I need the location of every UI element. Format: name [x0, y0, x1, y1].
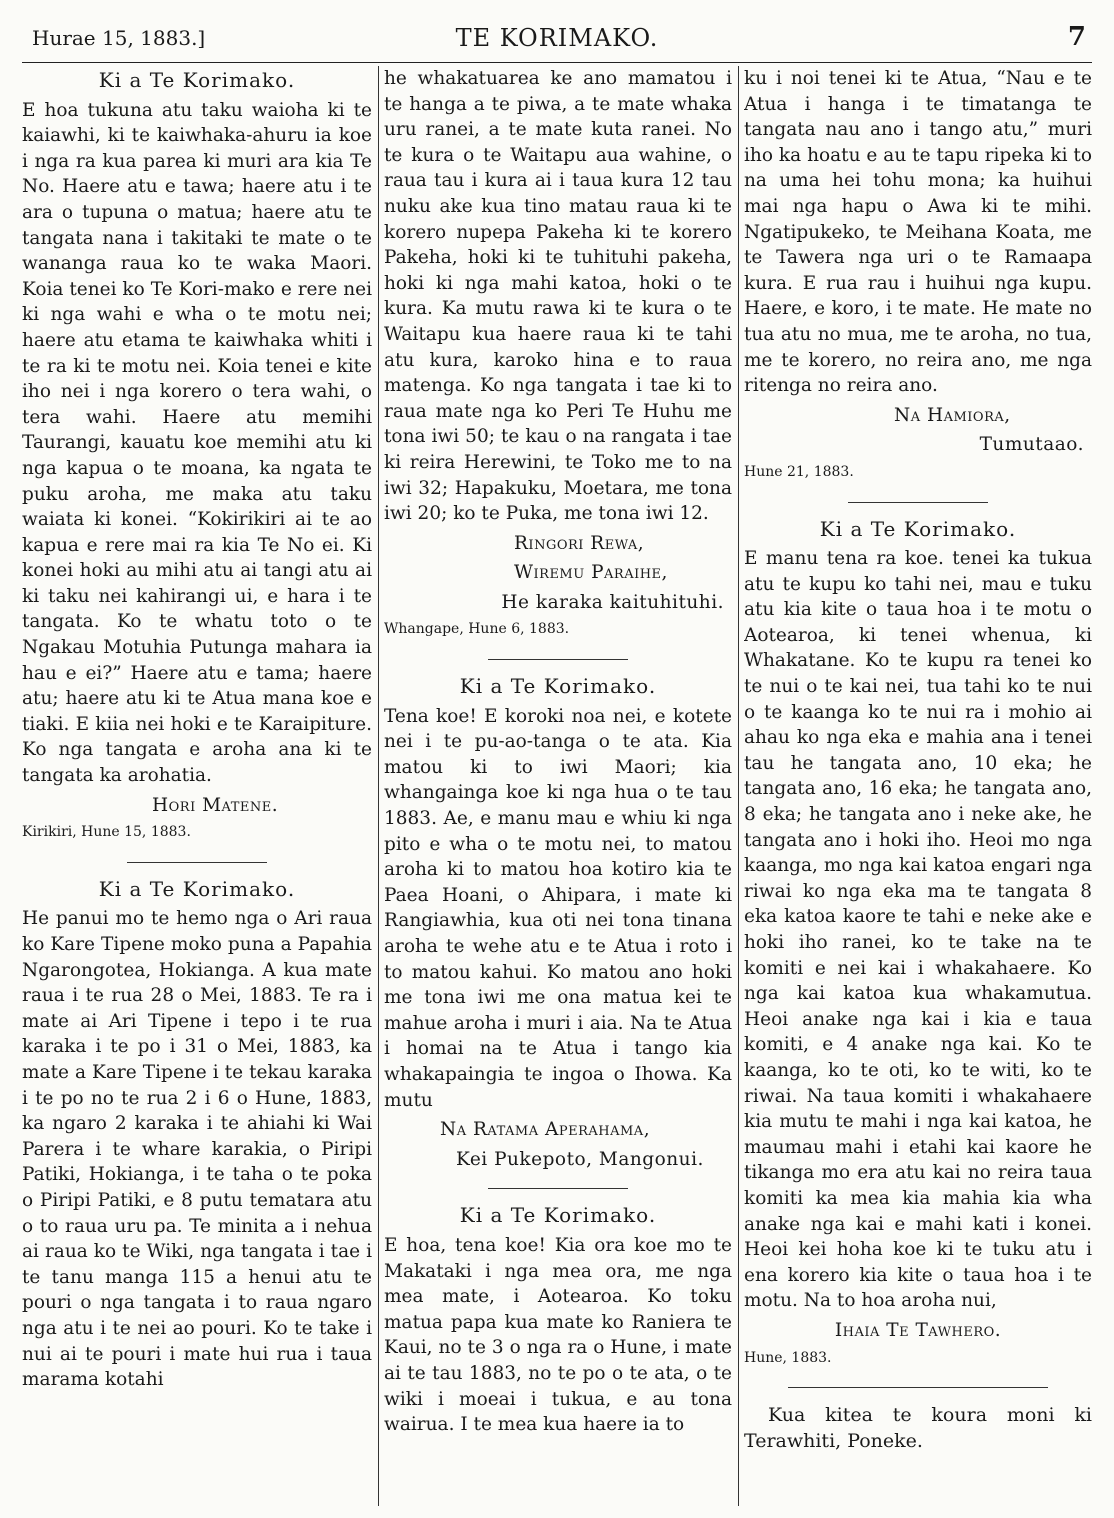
letter-dateline: Hune, 1883.: [744, 1349, 832, 1366]
letter-heading: Ki a Te Korimako.: [98, 876, 296, 901]
letter-heading: Ki a Te Korimako.: [98, 68, 296, 92]
newspaper-title: TE KORIMAKO.: [455, 24, 659, 52]
letter-body: Tena koe! E koroki noa nei, e kotete nei i te pu-ao-tanga o te ata. Kia matou ki to iwi Maori; kia whangainga koe ki nga hua o te tau 1883. Ae, e manu mau e whiu ki nga pito e wha o te motu nei, to matou aroha ki to matou hoa kotiro kia te Paea Hoani, o Ahipara, i mate ki Rangiawhia, kua oti nei tona tinana aroha te wehe atu e te Atua i roto i to matou kahui. Ko matou ano hoki me tona iwi me ona matua kei te mahue aroha i muri i aia. Na te Atua i homai na te Atua i tango kia whakapaingia te ingoa o Ihowa. Ka mutu: [384, 705, 732, 1111]
column-divider: [738, 66, 739, 1506]
letter-heading: Ki a Te Korimako.: [819, 516, 1017, 541]
letter-signature: Na Ratama Aperahama,: [440, 1119, 651, 1141]
letter-body: E hoa tukuna atu taku waioha ki te kaiawhi, ki te kaiwhaka-ahuru ia koe i nga ra kua parea ki muri ara kia Te No. Haere atu e tawa; haere atu i te ara o tupuna o matua; haere atu te tangata nana i takitaki te mate o te wananga raua ko te waka Maori. Koia tenei ko Te Kori-mako e rere nei ki nga wahi e wha o te motu nei; haere atu etama te kaiwhaka whiti i te ra ki te motu nei. Koia tenei e kite iho nei i nga korero o tera wahi, o tera wahi. Haere atu memihi Taurangi, kauatu koe memihi atu ki nga kapua o te moana, ka ngata te puku aroha, me maka atu taku waiata ki konei. “Kokirikiri ai te ao kapua e rere mai ra kia Te No ei. Ki konei hoki au mihi atu ai tangi atu ai ki taku nei kahirangi ui, e hara i te tangata. Ko te whatu toto o te Ngakau Motuhia Putunga mahara ia hau e ei?” Haere atu e tama; haere atu; haere atu ki te Atua mana koe e tiaki. E kiia nei hoki e te Karaipiture. Ko nga tangata e aroha ana ki te tangata ka arohatia.: [22, 99, 372, 787]
letter-signature: Tumutaao.: [979, 434, 1084, 456]
letter-dateline: Kirikiri, Hune 15, 1883.: [22, 824, 191, 841]
issue-date: Hurae 15, 1883.]: [32, 26, 206, 50]
letter-body: ku i noi tenei ki te Atua, “Nau e te Atua i hanga i te timatanga te tangata nau ano i tango atu,” muri iho ka hoatu e au te tapu ripeka ki to na uma hei tohu mona; ka huihui mai nga hapu o Awa ki te mihi. Ngatipukeko, te Meihana Koata, me te Tawera nga uri o te Ramaapa kura. E rua rau i huihui nga kupu. Haere, e koro, i te mate. He mate no tua atu no mua, me te aroha, no tua, me te korero, no reira ano, me nga ritenga no reira ano.: [744, 68, 1092, 397]
notice-body: Kua kitea te koura moni ki Terawhiti, Poneke.: [744, 1404, 1092, 1453]
letter-signature: Hori Matene.: [152, 794, 279, 816]
letter-body: E hoa, tena koe! Kia ora koe mo te Makataki i nga mea ora, me nga mea mate, i Aotearoa. Ko toku matua papa kua mate ko Raniera te Kaui, no te 3 o nga ra o Hune, i mate ai te tau 1883, no te po o te ata, o te wiki i moeai i tukua, e au tona wairua. I te mea kua haere ia to: [384, 1234, 732, 1436]
page-header: [22, 20, 1092, 63]
column-2: [384, 66, 732, 1506]
letter-body: E manu tena ra koe. tenei ka tukua atu te kupu ko tahi nei, mau e tuku atu kia kite o taua hoa i te motu o Aotearoa, ki tenei whenua, ki Whakatane. Ko te kupu ra tenei ko te nui o te kai nei, tua tahi ko te nui o te kaanga ko te nui ra i mohio ai ahau ko nga eka e mahia ana i tenei tau he tangata ano, 10 eka; he tangata ano, 16 eka; he tangata ano, 8 eka; he tangata ano i neke ake, he tangata ano i hoki iho. Heoi mo nga kaanga, mo nga kai katoa engari nga riwai ko nga eka ma te tangata 8 eka katoa kaore te tahi e neke ake e hoki iho ranei, ko te take na te komiti e nei kai i whakahaere. Ko nga kai katoa kua whakamutua. Heoi anake nga kai i kia e taua komiti, e 4 anake nga kai. Ko te kaanga, ko te oti, ko te witi, ko te riwai. Na taua komiti i whakahaere kia mutu te mahi i nga kai katoa, he maumau mahi i etahi kai kaore he tikanga mo era atu kai no reira taua komiti ka mea kia mahia kia wha anake nga kai e mahi kati i konei. Heoi kei hoha koe ki te tuku atu i ena korero kia kite o taua hoa i te motu. Na to hoa aroha nui,: [744, 548, 1092, 1312]
page-number: 7: [1067, 22, 1086, 52]
section-rule: [848, 502, 988, 503]
letter-dateline: Whangape, Hune 6, 1883.: [384, 621, 570, 638]
letter-signature: He karaka kaituhituhi.: [501, 591, 724, 613]
column-1: [22, 66, 372, 1506]
letter-signature: Kei Pukepoto, Mangonui.: [456, 1148, 704, 1170]
section-rule: [788, 1387, 1048, 1388]
letter-signature: Ringori Rewa,: [514, 532, 645, 554]
letter-body: He panui mo te hemo nga o Ari raua ko Kare Tipene moko puna a Papahia Ngarongotea, Hokianga. A kua mate raua i te rua 28 o Mei, 1883. Te ra i mate ai Ari Tipene i tepo i te rua karaka i te po i 31 o Mei, 1883, ka mate a Kare Tipene i te tekau karaka i te po no te rua 2 i 6 o Hune, 1883, ka ngaro 2 karaka i te ahiahi ki Wai Parera i te whare karakia, o Piripi Patiki, Hokianga, i te taha o te poka o Piripi Patiki, e 8 putu tematara atu o to raua uru pa. Te minita a i nehua ai raua ko te Wiki, nga tangata i tae i te tanu manga 115 a henui atu te pouri o nga tangata i to raua ngaro nga atu i te nei ao pouri. Ko te take i nui ai te pouri i mate hui rua i taua marama kotahi: [22, 908, 372, 1391]
column-3: [744, 66, 1092, 1506]
letter-heading: Ki a Te Korimako.: [459, 1203, 657, 1228]
letter-signature: Na Hamiora,: [894, 404, 1011, 426]
gold-notice: [744, 1402, 1092, 1454]
letter-signature: Ihaia Te Tawhero.: [834, 1319, 1002, 1341]
letter-heading: Ki a Te Korimako.: [459, 674, 657, 699]
column-divider: [378, 66, 379, 1506]
letter-dateline: Hune 21, 1883.: [744, 463, 854, 480]
section-rule: [488, 659, 628, 660]
section-rule: [127, 862, 267, 863]
section-rule: [488, 1188, 628, 1189]
letter-body: he whakatuarea ke ano mamatou i te hanga a te piwa, a te mate whaka uru ranei, a te mate kuta ranei. No te kura o te Waitapu aua wahine, o raua tau i kura ai i taua kura 12 tau nuku ake kua tino matau raua ki te korero nupepa Pakeha ki te korero Pakeha, hoki ki te tuhituhi pakeha, hoki ki nga mahi katoa, hoki o te kura. Ka mutu rawa ki te kura o te Waitapu kua haere raua ki te tahi atu kura, karoko hina e to raua matenga. Ko nga tangata i tae ki to raua mate nga ko Peri Te Huhu me tona iwi 50; te kau o na rangata i tae ki reira Herewini, te Toko me to na iwi 32; Hapakuku, Moetara, me tona iwi 20; ko te Puka, me tona iwi 12.: [384, 68, 732, 525]
letter-signature: Wiremu Paraihe,: [514, 562, 668, 584]
